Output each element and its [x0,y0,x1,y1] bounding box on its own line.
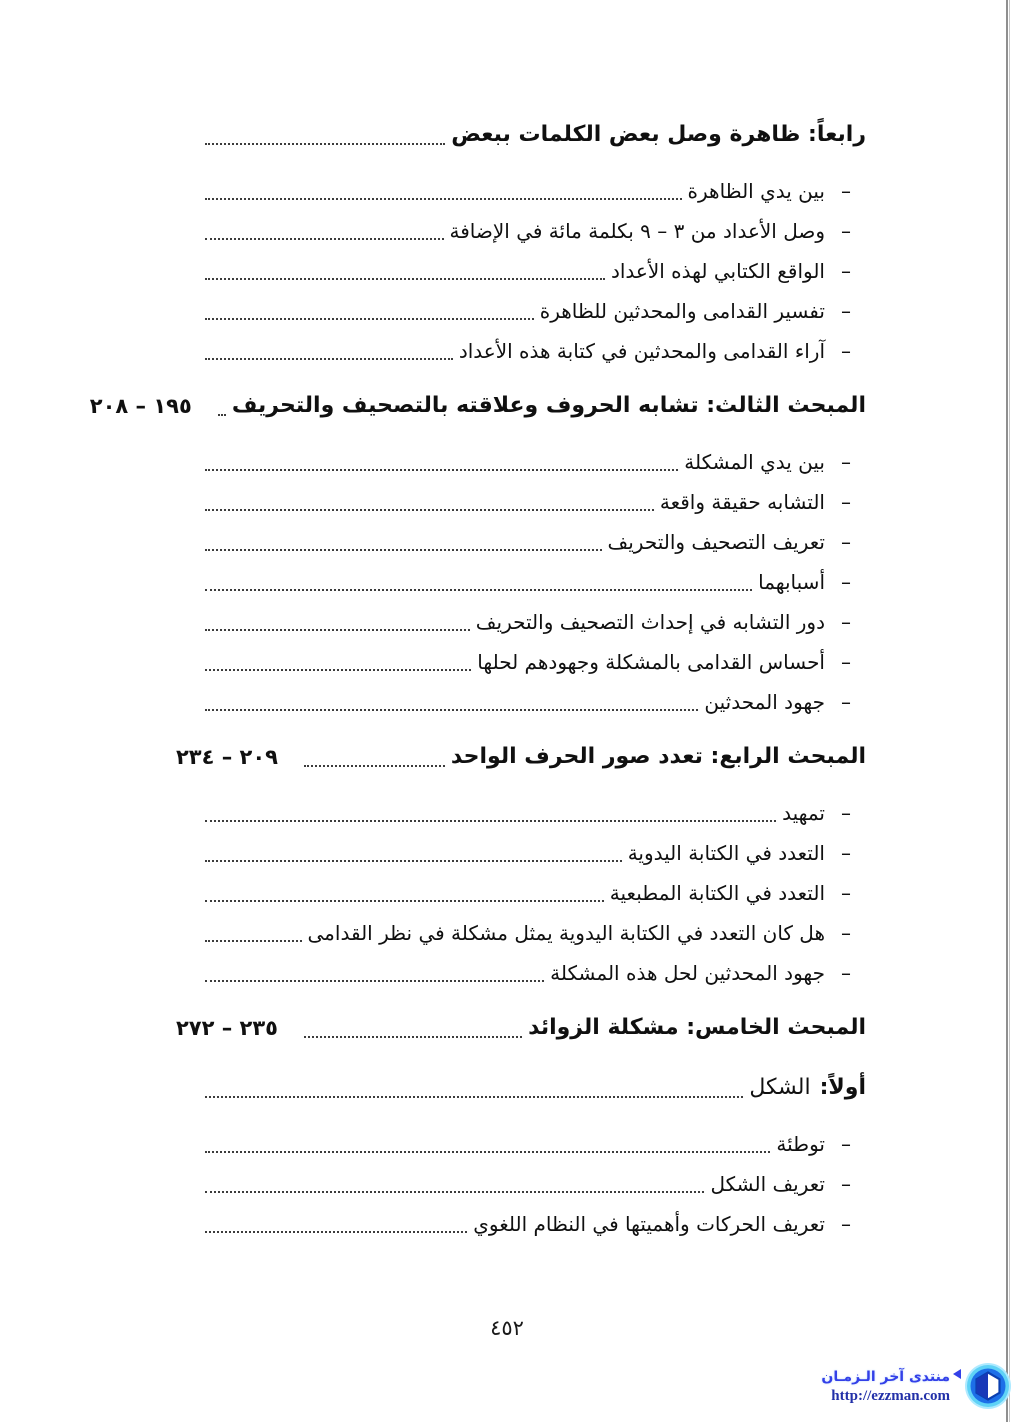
dotted-leader [205,589,752,591]
toc-entry-title: أحساس القدامى بالمشكلة وجهودهم لحلها [477,650,825,674]
site-watermark [819,1362,1012,1410]
dotted-leader [205,549,602,551]
toc-entry-title: أسبابهما [758,570,825,594]
dotted-leader [205,629,470,631]
toc-item-row [148,489,866,516]
item-dash-bullet: – [841,650,851,674]
toc-entry-title: تفسير القدامى والمحدثين للظاهرة [539,299,825,323]
toc-item-row [148,338,866,365]
item-dash-bullet: – [841,921,851,945]
item-dash-bullet: – [841,219,851,243]
site-name-label: منتدى آخر الـزمـان [821,1368,950,1385]
toc-item-row [148,880,866,907]
toc-item-row [148,1131,866,1158]
toc-item-row [148,218,866,245]
item-dash-bullet: – [841,961,851,985]
site-url-label: http://ezzman.com [831,1387,950,1404]
toc-item-row [148,1171,866,1198]
item-dash-bullet: – [841,1172,851,1196]
toc-entry-title: التشابه حقيقة واقعة [659,490,825,514]
toc-entry-title: تعريف التصحيف والتحريف [607,530,825,554]
dotted-leader [205,1191,704,1193]
item-dash-bullet: – [841,1132,851,1156]
toc-item-row [148,258,866,285]
dotted-leader [218,414,226,416]
dotted-leader [205,940,302,942]
dotted-leader [205,860,622,862]
item-dash-bullet: – [841,610,851,634]
item-dash-bullet: – [841,530,851,554]
item-dash-bullet: – [841,259,851,283]
dotted-leader [205,198,682,200]
toc-item-row [148,920,866,947]
dotted-leader [205,469,678,471]
arrow-left-icon [953,1369,961,1379]
toc-entry-title: وصل الأعداد من ٣ – ٩ بكلمة مائة في الإضافة [449,219,825,243]
toc-item-row [148,609,866,636]
page-number: ٤٥٢ [490,1316,524,1340]
dotted-leader [205,820,776,822]
toc-entry-title: بين يدي المشكلة [684,450,825,474]
toc-entry-pages: ٢٣٥ – ٢٧٢ [175,1016,278,1040]
toc-entry-title: التعدد في الكتابة اليدوية [627,841,825,865]
dotted-leader [205,1231,467,1233]
item-dash-bullet: – [841,1212,851,1236]
toc-entry-title: المبحث الرابع: تعدد صور الحرف الواحد [450,744,866,769]
toc-entry-title: الواقع الكتابي لهذه الأعداد [610,259,825,283]
toc-entry-title: دور التشابه في إحداث التصحيف والتحريف [475,610,825,634]
toc-entry-title: جهود المحدثين لحل هذه المشكلة [550,961,825,985]
toc-item-row [148,800,866,827]
toc-list [89,118,866,1251]
toc-entry-title: التعدد في الكتابة المطبعية [609,881,825,905]
toc-item-row [148,178,866,205]
item-dash-bullet: – [841,450,851,474]
toc-entry-pages: ٢٠٩ – ٢٣٤ [175,745,278,769]
toc-section-row [89,389,866,423]
toc-item-row [148,449,866,476]
subheading-label: أولاً: [819,1075,866,1100]
dotted-leader [304,1036,522,1038]
dotted-leader [205,980,544,982]
dotted-leader [205,509,654,511]
item-dash-bullet: – [841,690,851,714]
toc-item-row [148,1211,866,1238]
dotted-leader [304,765,445,767]
dotted-leader [205,278,605,280]
toc-entry-title: بين يدي الظاهرة [687,179,825,203]
toc-entry-title: هل كان التعدد في الكتابة اليدوية يمثل مشكلة في نظر القدامى [307,921,825,945]
item-dash-bullet: – [841,801,851,825]
toc-entry-title: آراء القدامى والمحدثين في كتابة هذه الأعداد [458,339,825,363]
toc-entry-title: المبحث الخامس: مشكلة الزوائد [528,1015,866,1040]
toc-entry-title: المبحث الثالث: تشابه الحروف وعلاقته بالتصحيف والتحريف [231,393,866,418]
item-dash-bullet: – [841,841,851,865]
hexagon-in-circle-icon [964,1362,1012,1410]
dotted-leader [205,1096,743,1098]
dotted-leader [205,358,453,360]
toc-item-row [148,649,866,676]
item-dash-bullet: – [841,490,851,514]
toc-entry-title: تعريف الشكل [710,1172,825,1196]
item-dash-bullet: – [841,881,851,905]
toc-entry-title: الشكل [749,1075,811,1100]
dotted-leader [205,709,698,711]
scan-edge-line [1006,0,1008,1422]
toc-section-row [148,118,866,152]
toc-item-row [148,569,866,596]
dotted-leader [205,318,534,320]
toc-entry-title: جهود المحدثين [704,690,825,714]
toc-entry-title: توطئة [776,1132,825,1156]
toc-item-row [148,298,866,325]
toc-item-row [148,529,866,556]
dotted-leader [205,669,471,671]
toc-entry-pages: ١٩٥ – ٢٠٨ [89,394,192,418]
toc-item-row [148,689,866,716]
scan-edge-line-light [1009,0,1010,1422]
dotted-leader [205,238,444,240]
item-dash-bullet: – [841,570,851,594]
item-dash-bullet: – [841,179,851,203]
dotted-leader [205,143,445,145]
toc-entry-title: تعريف الحركات وأهميتها في النظام اللغوي [473,1212,825,1236]
toc-section-row [148,740,866,774]
toc-entry-title: تمهيد [782,801,825,825]
toc-item-row [148,840,866,867]
item-dash-bullet: – [841,299,851,323]
watermark-text-block [821,1367,950,1406]
dotted-leader [205,900,604,902]
toc-section-row [148,1011,866,1045]
toc-entry-title: رابعاً: ظاهرة وصل بعض الكلمات ببعض [451,122,866,147]
toc-item-row [148,960,866,987]
dotted-leader [205,1151,770,1153]
item-dash-bullet: – [841,339,851,363]
toc-subheading-row [148,1071,866,1105]
